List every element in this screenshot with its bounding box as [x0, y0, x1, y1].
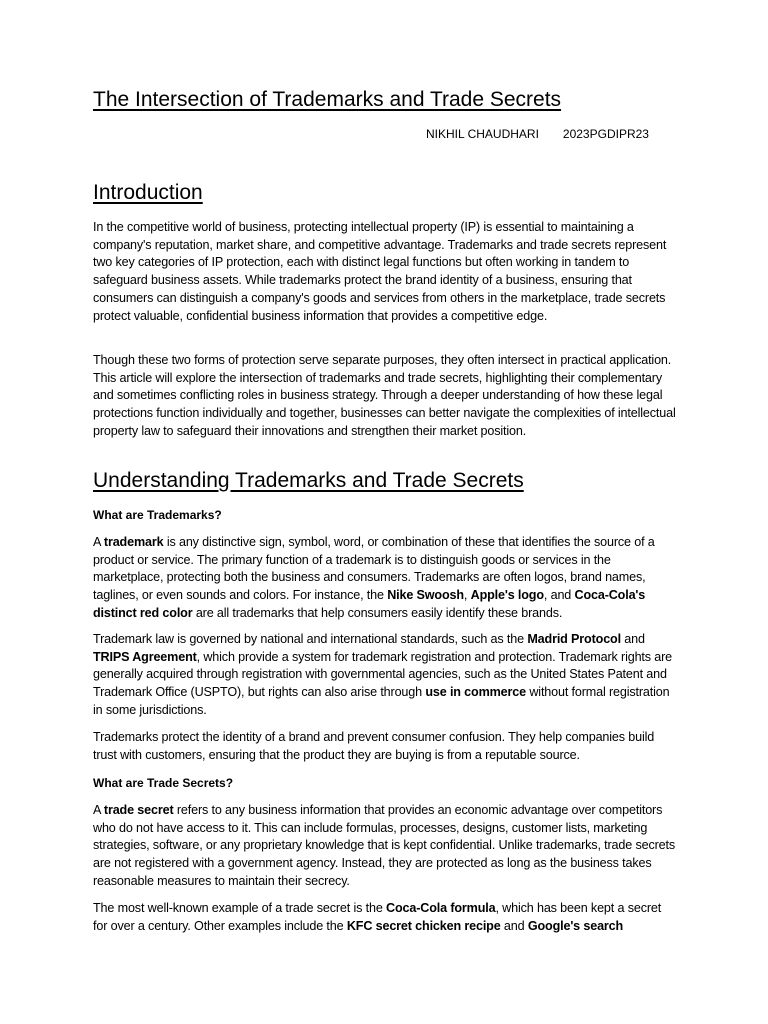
document-title: The Intersection of Trademarks and Trade Secrets — [93, 88, 562, 111]
author-name: NIKHIL CHAUDHARI — [426, 127, 539, 141]
trademarks-paragraph-3: Trademarks protect the identity of a brand and prevent consumer confusion. They help companies build trust with customers, ensuring that the product they are buying is from a reputable source. — [93, 730, 655, 762]
trade-secrets-subheading: What are Trade Secrets? — [93, 776, 234, 790]
introduction-paragraph-2: Though these two forms of protection serve separate purposes, they often intersect in practical application. This article will explore the intersection of trademarks and trade secrets, highlighting their complementary and sometimes conflicting roles in business strategy. Through a deeper understanding of how these legal protections function individually and together, businesses can better navigate the complexities of intellectual property law to safeguard their innovations and strengthen their market position. — [93, 353, 676, 438]
trademarks-subheading: What are Trademarks? — [93, 508, 222, 522]
introduction-paragraph-1: In the competitive world of business, protecting intellectual property (IP) is essential to maintaining a company's reputation, market share, and competitive advantage. Trademarks and trade secrets represent two key categories of IP protection, each with distinct legal functions but often working in tandem to safeguard business assets. While trademarks protect the brand identity of a business, ensuring that consumers can distinguish a company's goods and services from others in the marketplace, trade secrets protect valuable, confidential business information that provides a competitive edge. — [93, 220, 667, 323]
trade-secrets-paragraph-1: A trade secret refers to any business information that provides an economic advantage over competitors who do not have access to it. This can include formulas, processes, designs, customer lists, marketing strategies, software, or any proprietary knowledge that is kept confidential. Unlike trademarks, trade secrets are not registered with a government agency. Instead, they are protected as long as the business takes reasonable measures to maintain their secrecy. — [93, 803, 675, 888]
trademarks-paragraph-1: A trademark is any distinctive sign, symbol, word, or combination of these that identifies the source of a product or service. The primary function of a trademark is to distinguish goods or services in the marketplace, protecting both the business and consumers. Trademarks are often logos, brand names, taglines, or even sounds and colors. For instance, the Nike Swoosh, Apple's logo, and Coca-Cola's distinct red color are all trademarks that help consumers easily identify these brands. — [93, 535, 655, 620]
introduction-heading: Introduction — [93, 181, 203, 204]
trade-secrets-paragraph-2: The most well-known example of a trade secret is the Coca-Cola formula, which has been kept a secret for over a century. Other examples include the KFC secret chicken recipe and Google's search — [93, 901, 662, 933]
understanding-heading: Understanding Trademarks and Trade Secrets — [93, 469, 524, 492]
author-line — [426, 127, 649, 141]
student-id: 2023PGDIPR23 — [562, 127, 649, 141]
trademarks-paragraph-2: Trademark law is governed by national and international standards, such as the Madrid Protocol and TRIPS Agreement, which provide a system for trademark registration and protection. Trademark rights are generally acquired through registration with governmental agencies, such as the United States Patent and Trademark Office (USPTO), but rights can also arise through use in commerce without formal registration in some jurisdictions. — [93, 632, 673, 717]
